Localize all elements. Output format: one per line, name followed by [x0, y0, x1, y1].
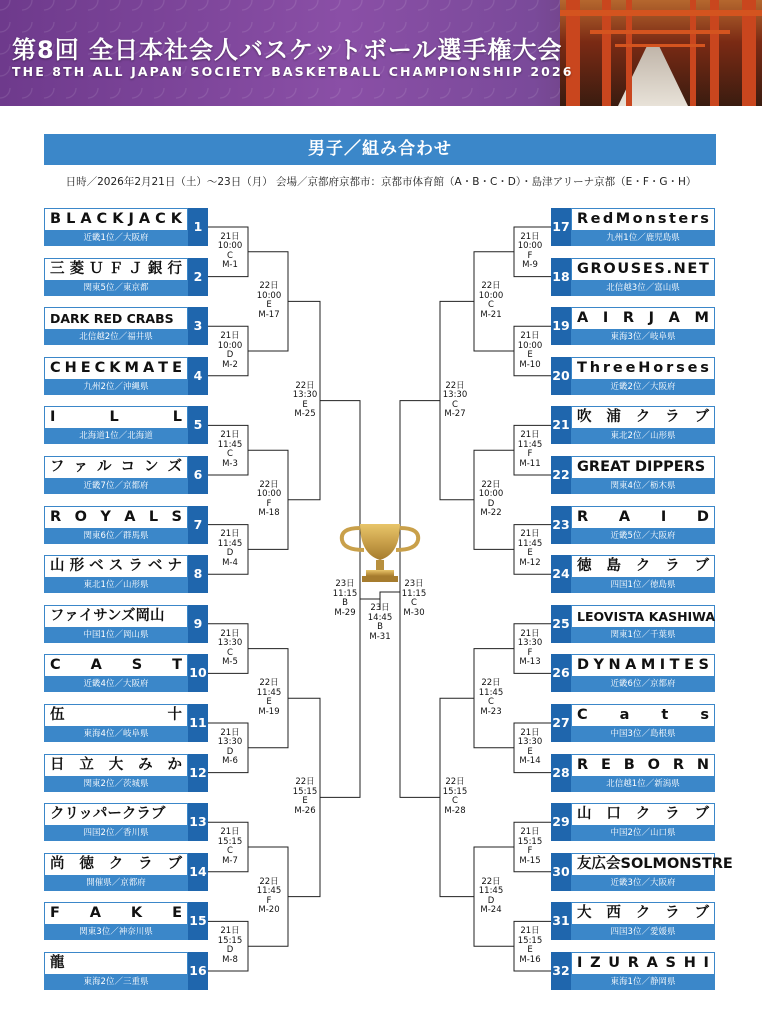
seed-number: 2: [188, 258, 208, 296]
match-info-line: C: [227, 449, 233, 460]
match-info-line: 13:30: [517, 737, 543, 748]
team-name: T h r e e H o r s e s: [571, 357, 715, 380]
seed-number: 25: [551, 605, 571, 643]
team-slot-5: [44, 406, 208, 444]
team-slot-31: [551, 902, 715, 940]
match-info-line: 21日: [220, 529, 240, 540]
match-info-line: 14:45: [367, 612, 393, 623]
seed-number: 6: [188, 456, 208, 494]
match-info: [213, 927, 247, 965]
team-slot-8: [44, 555, 208, 593]
match-info-line: M-19: [258, 706, 280, 717]
seed-number: 23: [551, 506, 571, 544]
team-region: 関東5位／東京都: [44, 281, 188, 296]
match-info-line: 10:00: [217, 340, 243, 351]
team-region: 近畿5位／大阪府: [571, 529, 715, 544]
team-slot-15: [44, 902, 208, 940]
match-info-line: 15:15: [517, 836, 543, 847]
match-info-line: E: [302, 796, 308, 807]
match-info-line: 21日: [520, 628, 540, 639]
match-info: [513, 630, 547, 668]
match-info: [474, 878, 508, 916]
match-info-line: M-4: [222, 557, 238, 568]
match-info: [252, 878, 286, 916]
team-region: 近畿1位／大阪府: [44, 231, 188, 246]
match-info-line: C: [452, 399, 458, 410]
team-region: 四国2位／香川県: [44, 826, 188, 841]
team-slot-22: [551, 456, 715, 494]
team-slot-19: [551, 307, 715, 345]
team-slot-7: [44, 506, 208, 544]
team-name: G R O U S E S . N E T: [571, 258, 715, 281]
match-info-line: M-2: [222, 359, 238, 370]
team-name: D Y N A M I T E S: [571, 654, 715, 677]
match-info-line: 21日: [520, 727, 540, 738]
team-name: I Z U R A S H I: [571, 952, 715, 975]
match-info-line: M-29: [334, 607, 356, 618]
team-name: ファイサンズ岡山: [44, 605, 188, 628]
match-info-line: M-12: [519, 557, 541, 568]
match-info-line: M-14: [519, 756, 541, 767]
team-region: 中国2位／山口県: [571, 826, 715, 841]
match-info: [513, 332, 547, 370]
seed-number: 8: [188, 555, 208, 593]
team-slot-24: [551, 555, 715, 593]
match-info-line: 11:45: [217, 538, 243, 549]
team-name: 徳 島 ク ラ ブ: [571, 555, 715, 578]
match-info-line: 11:45: [478, 886, 504, 897]
team-slot-4: [44, 357, 208, 395]
team-name: R E B O R N: [571, 754, 715, 777]
match-info-line: 22日: [259, 281, 279, 292]
page-title: 第8回 全日本社会人バスケットボール選手権大会: [12, 36, 563, 64]
team-slot-30: [551, 853, 733, 891]
team-region: 四国3位／愛媛県: [571, 925, 715, 940]
match-info: [363, 604, 397, 642]
seed-number: 32: [551, 952, 571, 990]
match-info-line: 15:15: [292, 786, 318, 797]
team-region: 中国1位／岡山県: [44, 628, 188, 643]
match-info-line: F: [527, 250, 533, 261]
match-info-line: M-6: [222, 756, 238, 767]
team-name: A I R J A M: [571, 307, 715, 330]
team-name: R O Y A L S: [44, 506, 188, 529]
match-info: [213, 332, 247, 370]
team-slot-10: [44, 654, 208, 692]
team-slot-26: [551, 654, 715, 692]
team-name: F A K E: [44, 902, 188, 925]
page-subtitle: THE 8TH ALL JAPAN SOCIETY BASKETBALL CHAMPIONSHIP 2026: [12, 64, 574, 79]
match-info-line: 22日: [481, 281, 501, 292]
match-info-line: 21日: [220, 331, 240, 341]
seed-number: 24: [551, 555, 571, 593]
match-info: [474, 481, 508, 519]
match-info-line: M-27: [444, 409, 466, 420]
match-info-line: M-15: [519, 855, 541, 866]
match-info-line: 22日: [259, 678, 279, 689]
seed-number: 22: [551, 456, 571, 494]
match-info-line: 22日: [295, 380, 315, 391]
match-info: [513, 530, 547, 568]
match-info: [438, 382, 472, 420]
team-name: C H E C K M A T E: [44, 357, 188, 380]
match-info-line: 11:45: [517, 538, 543, 549]
match-info-line: 21日: [520, 430, 540, 441]
match-info-line: 10:00: [256, 489, 282, 500]
match-info-line: 11:15: [332, 588, 358, 599]
team-region: 北海道1位／北海道: [44, 429, 188, 444]
match-info-line: 11:15: [401, 588, 427, 599]
seed-number: 10: [188, 654, 208, 692]
match-info-line: 21日: [520, 231, 540, 242]
team-region: 近畿4位／大阪府: [44, 677, 188, 692]
match-info-line: 21日: [220, 827, 240, 837]
match-info-line: M-8: [222, 954, 238, 965]
seed-number: 31: [551, 902, 571, 940]
match-info-line: 15:15: [217, 935, 243, 946]
team-name: 伍 十: [44, 704, 188, 727]
team-slot-18: [551, 258, 715, 296]
team-name: I L L: [44, 406, 188, 429]
match-info-line: C: [488, 697, 494, 708]
match-info-line: F: [527, 647, 533, 658]
team-name: 大 西 ク ラ ブ: [571, 902, 715, 925]
match-info-line: 22日: [481, 479, 501, 490]
team-region: 北信越1位／新潟県: [571, 777, 715, 792]
match-info-line: 21日: [220, 430, 240, 441]
match-info-line: 22日: [481, 876, 501, 887]
match-info-line: M-7: [222, 855, 238, 866]
seed-number: 18: [551, 258, 571, 296]
team-region: 東海4位／岐阜県: [44, 727, 188, 742]
match-info-line: 22日: [295, 777, 315, 788]
match-info-line: 23日: [404, 579, 424, 589]
team-name: クリッパークラブ: [44, 803, 188, 826]
match-info-line: 10:00: [256, 290, 282, 301]
team-name: フ ァ ル コ ン ズ: [44, 456, 188, 479]
match-info-line: E: [266, 697, 272, 708]
team-region: 東海1位／静岡県: [571, 975, 715, 990]
match-info-line: 21日: [520, 926, 540, 937]
seed-number: 26: [551, 654, 571, 692]
match-info-line: 21日: [520, 827, 540, 837]
team-name: DARK RED CRABS: [44, 307, 188, 330]
team-slot-12: [44, 754, 208, 792]
team-region: 関東2位／茨城県: [44, 777, 188, 792]
team-slot-11: [44, 704, 208, 742]
match-info-line: 22日: [259, 479, 279, 490]
match-info-line: D: [226, 548, 234, 559]
match-info-line: B: [342, 598, 348, 608]
team-region: 近畿3位／大阪府: [571, 876, 715, 891]
team-region: 中国3位／島根県: [571, 727, 715, 742]
team-slot-3: [44, 307, 208, 345]
match-info-line: M-16: [519, 954, 541, 965]
team-name: 友広会SOLMONSTRE: [571, 853, 715, 876]
team-slot-16: [44, 952, 208, 990]
match-info-line: 21日: [520, 331, 540, 341]
team-region: 東北2位／山形県: [571, 429, 715, 444]
match-info-line: D: [487, 498, 495, 509]
match-info: [213, 630, 247, 668]
match-info: [397, 580, 431, 618]
team-slot-20: [551, 357, 715, 395]
team-region: 近畿2位／大阪府: [571, 380, 715, 395]
match-info: [288, 778, 322, 816]
match-info-line: M-24: [480, 905, 502, 916]
match-info-line: C: [452, 796, 458, 807]
team-name: 日 立 大 み か: [44, 754, 188, 777]
match-info-line: 11:45: [256, 687, 282, 698]
team-region: 九州2位／沖縄県: [44, 380, 188, 395]
team-name: GREAT DIPPERS: [571, 456, 715, 479]
team-slot-1: [44, 208, 208, 246]
team-slot-9: [44, 605, 208, 643]
match-info: [288, 382, 322, 420]
match-info-line: M-21: [480, 309, 502, 320]
team-slot-6: [44, 456, 208, 494]
match-info-line: 21日: [220, 926, 240, 937]
team-region: 関東1位／千葉県: [571, 628, 715, 643]
team-name: B L A C K J A C K: [44, 208, 188, 231]
team-name: 尚 徳 ク ラ ブ: [44, 853, 188, 876]
match-info: [252, 679, 286, 717]
team-region: 東海3位／岐阜県: [571, 330, 715, 345]
seed-number: 21: [551, 406, 571, 444]
match-info-line: M-13: [519, 657, 541, 668]
match-info-line: 10:00: [517, 241, 543, 252]
match-info-line: M-30: [403, 607, 425, 618]
match-info: [213, 530, 247, 568]
seed-number: 17: [551, 208, 571, 246]
match-info-line: 23日: [370, 603, 390, 613]
team-name: 龍: [44, 952, 188, 975]
seed-number: 1: [188, 208, 208, 246]
match-info: [513, 431, 547, 469]
match-info-line: F: [527, 449, 533, 460]
seed-number: 16: [188, 952, 208, 990]
match-info-line: D: [487, 895, 495, 906]
match-info-line: 23日: [335, 579, 355, 589]
match-info-line: E: [527, 945, 533, 956]
match-info-line: 11:45: [217, 439, 243, 450]
match-info-line: M-23: [480, 706, 502, 717]
match-info: [513, 233, 547, 271]
match-info-line: C: [227, 250, 233, 261]
match-info-line: 11:45: [478, 687, 504, 698]
seed-number: 11: [188, 704, 208, 742]
match-info-line: 10:00: [217, 241, 243, 252]
match-info: [213, 828, 247, 866]
seed-number: 3: [188, 307, 208, 345]
match-info-line: C: [411, 598, 417, 608]
seed-number: 19: [551, 307, 571, 345]
team-name: 山 形 ベ ス ラ ベ ナ: [44, 555, 188, 578]
match-info-line: 13:30: [442, 390, 468, 401]
match-info-line: D: [226, 945, 234, 956]
match-info-line: E: [302, 399, 308, 410]
team-slot-25: [551, 605, 715, 643]
team-slot-32: [551, 952, 715, 990]
match-info-line: M-28: [444, 805, 466, 816]
match-info-line: M-11: [519, 458, 541, 469]
match-info: [513, 927, 547, 965]
match-info-line: F: [266, 895, 272, 906]
match-info-line: M-3: [222, 458, 238, 469]
team-slot-28: [551, 754, 715, 792]
team-name: 山 口 ク ラ ブ: [571, 803, 715, 826]
match-info-line: 13:30: [292, 390, 318, 401]
event-info: 日時／2026年2月21日（土）～23日（月） 会場／京都府京都市：京都市体育館（A・B・C・D）・島津アリーナ京都（E・F・G・H）: [65, 176, 697, 188]
team-region: 北信越3位／富山県: [571, 281, 715, 296]
match-info-line: 15:15: [217, 836, 243, 847]
team-slot-29: [551, 803, 715, 841]
match-info-line: C: [227, 846, 233, 856]
match-info-line: 11:45: [256, 886, 282, 897]
match-info-line: M-25: [294, 409, 316, 420]
seed-number: 28: [551, 754, 571, 792]
seed-number: 4: [188, 357, 208, 395]
match-info-line: 13:30: [217, 638, 243, 649]
match-info: [328, 580, 362, 618]
match-info-line: 10:00: [517, 340, 543, 351]
team-region: 東海2位／三重県: [44, 975, 188, 990]
team-slot-14: [44, 853, 208, 891]
match-info: [252, 282, 286, 320]
match-info-line: M-18: [258, 508, 280, 519]
team-slot-27: [551, 704, 715, 742]
match-info-line: E: [527, 350, 533, 360]
match-info-line: E: [527, 548, 533, 559]
team-name: R A I D: [571, 506, 715, 529]
match-info: [252, 481, 286, 519]
section-banner: 男子／組み合わせ: [44, 134, 716, 165]
seed-number: 9: [188, 605, 208, 643]
seed-number: 29: [551, 803, 571, 841]
match-info-line: 22日: [259, 876, 279, 887]
seed-number: 20: [551, 357, 571, 395]
seed-number: 12: [188, 754, 208, 792]
team-region: 九州1位／鹿児島県: [571, 231, 715, 246]
match-info-line: M-9: [522, 260, 538, 271]
match-info-line: C: [488, 300, 494, 311]
trophy-icon: [332, 520, 428, 586]
match-info-line: M-1: [222, 260, 238, 271]
match-info-line: 11:45: [517, 439, 543, 450]
team-slot-21: [551, 406, 715, 444]
match-info-line: M-31: [369, 631, 391, 642]
match-info-line: C: [227, 647, 233, 658]
match-info-line: 21日: [220, 628, 240, 639]
team-region: 北信越2位／福井県: [44, 330, 188, 345]
team-name: LEOVISTA KASHIWA: [571, 605, 715, 628]
team-region: 四国1位／徳島県: [571, 578, 715, 593]
match-info-line: M-22: [480, 508, 502, 519]
match-info-line: F: [266, 498, 272, 509]
match-info-line: 15:15: [517, 935, 543, 946]
team-region: 近畿7位／京都府: [44, 479, 188, 494]
match-info-line: 10:00: [478, 290, 504, 301]
seed-number: 30: [551, 853, 571, 891]
team-slot-2: [44, 258, 208, 296]
seed-number: 15: [188, 902, 208, 940]
match-info: [213, 233, 247, 271]
match-info-line: 13:30: [217, 737, 243, 748]
match-info: [213, 729, 247, 767]
match-info: [513, 729, 547, 767]
match-info-line: D: [226, 746, 234, 757]
match-info-line: 21日: [220, 727, 240, 738]
team-region: 関東6位／群馬県: [44, 529, 188, 544]
team-slot-13: [44, 803, 208, 841]
match-info-line: 13:30: [517, 638, 543, 649]
match-info: [474, 282, 508, 320]
seed-number: 13: [188, 803, 208, 841]
match-info: [438, 778, 472, 816]
match-info: [213, 431, 247, 469]
seed-number: 27: [551, 704, 571, 742]
seed-number: 14: [188, 853, 208, 891]
match-info-line: 15:15: [442, 786, 468, 797]
team-region: 関東3位／神奈川県: [44, 925, 188, 940]
team-slot-17: [551, 208, 715, 246]
match-info-line: M-10: [519, 359, 541, 370]
team-region: 近畿6位／京都府: [571, 677, 715, 692]
match-info-line: D: [226, 350, 234, 360]
team-slot-23: [551, 506, 715, 544]
seed-number: 5: [188, 406, 208, 444]
team-name: 三 菱 Ｕ Ｆ Ｊ 銀 行: [44, 258, 188, 281]
team-region: 開催県／京都府: [44, 876, 188, 891]
match-info-line: M-20: [258, 905, 280, 916]
match-info-line: 22日: [445, 777, 465, 788]
team-name: 吹 浦 ク ラ ブ: [571, 406, 715, 429]
match-info-line: F: [527, 846, 533, 856]
team-name: C A S T: [44, 654, 188, 677]
team-name: R e d M o n s t e r s: [571, 208, 715, 231]
match-info: [513, 828, 547, 866]
match-info-line: M-5: [222, 657, 238, 668]
team-name: C a t s: [571, 704, 715, 727]
seed-number: 7: [188, 506, 208, 544]
team-region: 関東4位／栃木県: [571, 479, 715, 494]
match-info-line: 21日: [220, 231, 240, 242]
team-region: 東北1位／山形県: [44, 578, 188, 593]
match-info-line: 10:00: [478, 489, 504, 500]
match-info-line: 21日: [520, 529, 540, 540]
match-info-line: B: [377, 622, 383, 632]
match-info-line: E: [527, 746, 533, 757]
match-info-line: E: [266, 300, 272, 311]
match-info-line: 22日: [445, 380, 465, 391]
match-info-line: M-17: [258, 309, 280, 320]
match-info: [474, 679, 508, 717]
match-info-line: M-26: [294, 805, 316, 816]
match-info-line: 22日: [481, 678, 501, 689]
